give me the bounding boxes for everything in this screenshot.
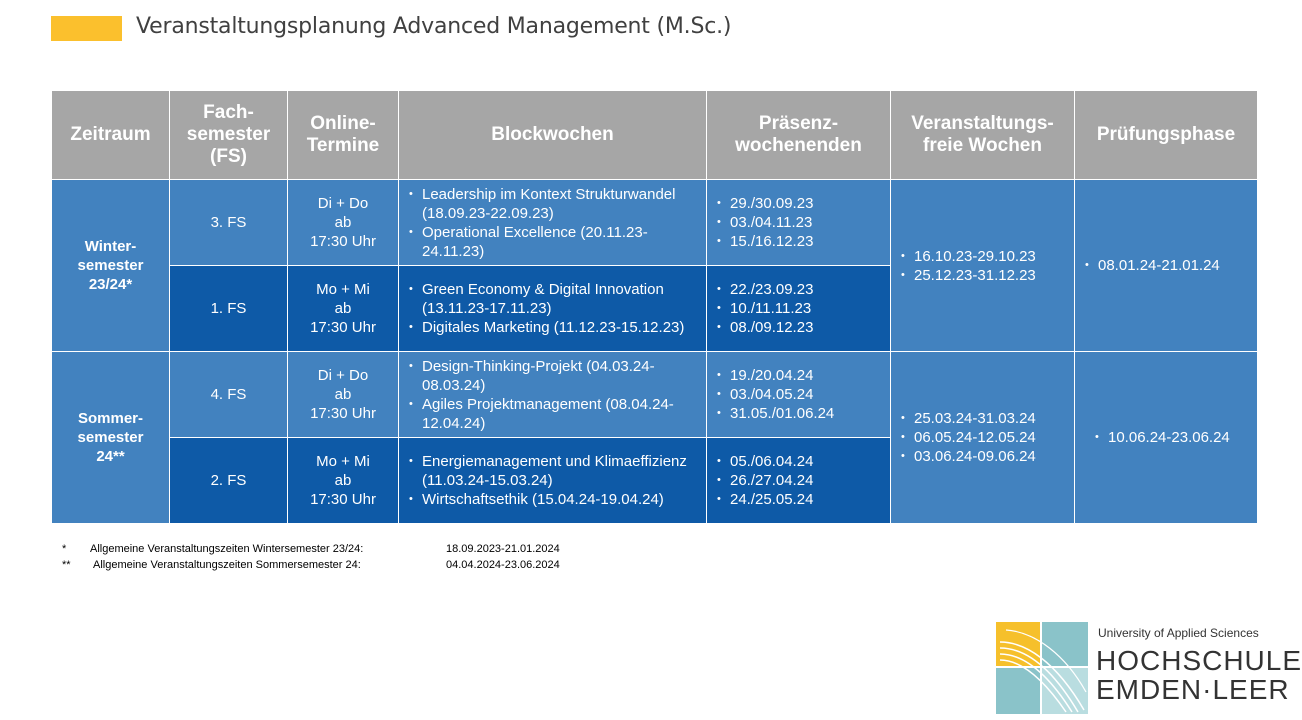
table-header-row (52, 91, 1258, 180)
semester-label-line: 23/24* (88, 276, 133, 293)
block-item: • Agiles Projektmanagement (08.04.24-12.04.24) (409, 395, 700, 433)
praesenz-item: • 15./16.12.23 (717, 232, 884, 251)
pruefung-cell-sommer (1075, 352, 1258, 524)
header-fachsemester-line: (FS) (210, 146, 247, 167)
logo-tagline: University of Applied Sciences (1098, 626, 1259, 640)
frei-item: • 03.06.24-09.06.24 (901, 447, 1068, 466)
block-item: • Operational Excellence (20.11.23-24.11.23) (409, 223, 700, 261)
online-line: ab (334, 300, 352, 317)
hochschule-logo-icon (996, 622, 1088, 714)
title-accent-bar (51, 16, 122, 41)
praesenz-item: • 29./30.09.23 (717, 194, 884, 213)
praesenz-cell (707, 438, 891, 524)
footnote-text: Allgemeine Veranstaltungszeiten Wintersemester 23/24: (90, 543, 364, 555)
header-zeitraum: Zeitraum (52, 91, 170, 180)
fs-cell: 1. FS (170, 266, 288, 352)
semester-label-line: semester (77, 257, 144, 274)
header-fachsemester-line: semester (186, 124, 271, 145)
footnote-mark: ** (62, 559, 71, 571)
semester-label-line: 24** (96, 448, 125, 465)
header-praesenz-line: Präsenz- (758, 113, 839, 134)
block-cell (399, 180, 707, 266)
frei-item: • 25.12.23-31.12.23 (901, 266, 1068, 285)
online-line: Di + Do (317, 195, 369, 212)
semester-label-sommer (52, 352, 170, 524)
header-online-line: Termine (306, 135, 380, 156)
table-row (52, 180, 1258, 266)
online-cell (288, 352, 399, 438)
online-cell (288, 266, 399, 352)
online-line: ab (334, 386, 352, 403)
semester-label-line: Winter- (84, 238, 137, 255)
praesenz-cell (707, 266, 891, 352)
online-line: Mo + Mi (316, 453, 370, 470)
header-fachsemester (170, 91, 288, 180)
header-online-line: Online- (310, 113, 376, 134)
online-line: ab (334, 214, 352, 231)
footnote-dates: 18.09.2023-21.01.2024 (446, 543, 560, 555)
online-line: 17:30 Uhr (310, 491, 376, 508)
online-line: Di + Do (317, 367, 369, 384)
praesenz-item: • 31.05./01.06.24 (717, 404, 884, 423)
block-item: • Wirtschaftsethik (15.04.24-19.04.24) (409, 490, 700, 509)
semester-label-line: semester (77, 429, 144, 446)
header-blockwochen: Blockwochen (399, 91, 707, 180)
block-item: • Digitales Marketing (11.12.23-15.12.23) (409, 318, 700, 337)
praesenz-item: • 19./20.04.24 (717, 366, 884, 385)
fs-cell: 2. FS (170, 438, 288, 524)
frei-cell-winter (891, 180, 1075, 352)
block-cell (399, 438, 707, 524)
praesenz-cell (707, 352, 891, 438)
praesenz-item: • 03./04.11.23 (717, 213, 884, 232)
logo-name-line2: EMDEN·LEER (1096, 674, 1290, 705)
header-praesenz-line: wochenenden (735, 135, 862, 156)
pruefung-item: • 08.01.24-21.01.24 (1085, 256, 1251, 275)
praesenz-item: • 10./11.11.23 (717, 299, 884, 318)
frei-item: • 16.10.23-29.10.23 (901, 247, 1068, 266)
university-logo (996, 622, 1302, 714)
logo-name-line1: HOCHSCHULE (1096, 645, 1302, 676)
semester-label-winter (52, 180, 170, 352)
block-item: • Energiemanagement und Klimaeffizienz (11.03.24-15.03.24) (409, 452, 700, 490)
header-fachsemester-line: Fach- (203, 102, 254, 123)
online-line: ab (334, 472, 352, 489)
footnote-mark: * (62, 543, 67, 555)
header-frei (891, 91, 1075, 180)
frei-cell-sommer (891, 352, 1075, 524)
header-online (288, 91, 399, 180)
praesenz-item: • 22./23.09.23 (717, 280, 884, 299)
semester-label-line: Sommer- (77, 410, 144, 427)
online-cell (288, 180, 399, 266)
praesenz-item: • 24./25.05.24 (717, 490, 884, 509)
online-line: Mo + Mi (316, 281, 370, 298)
online-line: 17:30 Uhr (310, 233, 376, 250)
footnote-text: Allgemeine Veranstaltungszeiten Sommersemester 24: (93, 559, 361, 571)
schedule-table (51, 90, 1258, 524)
slide-title: Veranstaltungsplanung Advanced Management (M.Sc.) (136, 14, 732, 39)
header-pruefung: Prüfungsphase (1075, 91, 1258, 180)
header-frei-line: Veranstaltungs- (911, 113, 1054, 134)
pruefung-item: • 10.06.24-23.06.24 (1095, 428, 1251, 447)
praesenz-cell (707, 180, 891, 266)
frei-item: • 06.05.24-12.05.24 (901, 428, 1068, 447)
fs-cell: 3. FS (170, 180, 288, 266)
block-cell (399, 352, 707, 438)
pruefung-cell-winter (1075, 180, 1258, 352)
praesenz-item: • 08./09.12.23 (717, 318, 884, 337)
online-line: 17:30 Uhr (310, 405, 376, 422)
header-praesenz (707, 91, 891, 180)
block-cell (399, 266, 707, 352)
online-line: 17:30 Uhr (310, 319, 376, 336)
block-item: • Design-Thinking-Projekt (04.03.24-08.03.24) (409, 357, 700, 395)
praesenz-item: • 05./06.04.24 (717, 452, 884, 471)
fs-cell: 4. FS (170, 352, 288, 438)
block-item: • Leadership im Kontext Strukturwandel (18.09.23-22.09.23) (409, 185, 700, 223)
block-item: • Green Economy & Digital Innovation (13.11.23-17.11.23) (409, 280, 700, 318)
header-frei-line: freie Wochen (923, 135, 1042, 156)
praesenz-item: • 26./27.04.24 (717, 471, 884, 490)
praesenz-item: • 03./04.05.24 (717, 385, 884, 404)
table-row (52, 352, 1258, 438)
footnote-dates: 04.04.2024-23.06.2024 (446, 559, 560, 571)
frei-item: • 25.03.24-31.03.24 (901, 409, 1068, 428)
online-cell (288, 438, 399, 524)
